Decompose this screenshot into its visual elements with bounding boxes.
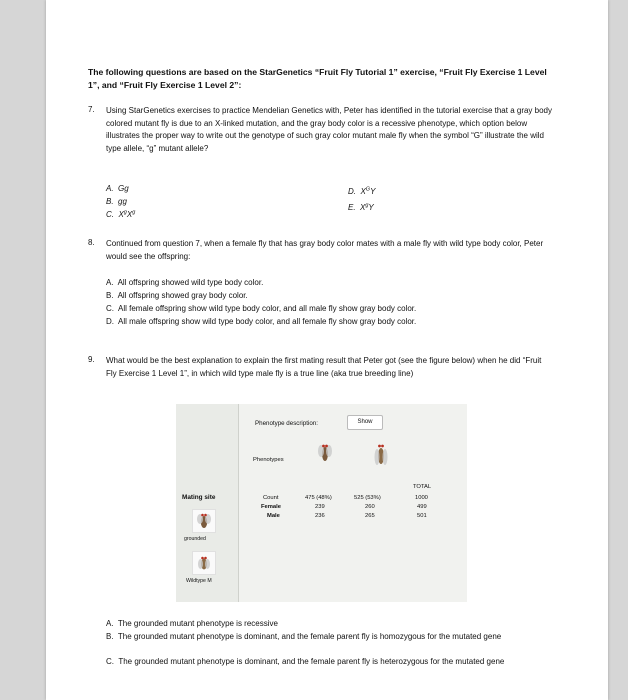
q9-option-b: B. The grounded mutant phenotype is dominant, and the female parent fly is homozygous for the mutated gene (106, 632, 502, 641)
cell-grounded-count: 475 (48%) (305, 495, 332, 501)
q9-text: What would be the best explanation to explain the first mating result that Peter got (see the figure below) when he did “Fruit Fly Exercise 1 Level 1”, in which wild type male fly is a true line (aka true breeding line) (106, 356, 542, 378)
total-header: TOTAL (413, 484, 432, 490)
wildtype-label: Wildtype M (186, 578, 212, 584)
grounded-label: grounded (184, 536, 206, 542)
q7-option-d: D. $X^GY$ (348, 186, 376, 196)
phenotypes-label: Phenotypes (253, 457, 284, 463)
cell-total-female: 499 (417, 504, 427, 510)
row-label-male: Male (267, 513, 280, 519)
cell-wildtype-male: 265 (365, 513, 375, 519)
intro-heading: The following questions are based on the StarGenetics “Fruit Fly Tutorial 1” exercise, “Fruit Fly Exercise 1 Level 1”, and “Fruit Fly Exercise 1 Level 2”: (88, 67, 547, 90)
q8-option-b: B. All offspring showed gray body color. (106, 291, 248, 300)
cell-grounded-male: 236 (315, 513, 325, 519)
phenotype-description-label: Phenotype description: (255, 420, 318, 427)
q8-option-c: C. All female offspring show wild type body color, and all male fly show gray body color. (106, 304, 417, 313)
grounded-phenotype-fly-icon (315, 440, 335, 466)
q7-text: Using StarGenetics exercises to practice Mendelian Genetics with, Peter has identified in the tutorial exercise that a gray body colored mutant fly is due to an X-linked mutation, and the gray body color is a recessive phenotype, which option below illustrates the proper way to write out the genotype of such gray color mutant male fly when the symbol “G” illustrate the wild type allele, “g” mutant allele? (106, 106, 553, 153)
q9-option-c: C. The grounded mutant phenotype is dominant, and the female parent fly is heterozygous for the mutated gene (106, 657, 505, 666)
row-label-count: Count (263, 495, 279, 501)
document-page (46, 0, 608, 700)
fly-icon (193, 552, 215, 574)
wildtype-fly-thumbnail[interactable] (192, 551, 216, 575)
row-label-female: Female (261, 504, 281, 510)
q7-option-e: E. $X^gY$ (348, 202, 374, 212)
q8-text: Continued from question 7, when a female fly that has gray body color mates with a male fly with wild type body color, Peter would see the offspring: (106, 239, 544, 261)
q7-number: 7. (88, 105, 95, 114)
phenotype-panel (238, 404, 467, 602)
q8-option-d: D. All male offspring show wild type body color, and all female fly show gray body color. (106, 317, 417, 326)
q9-option-a: A. The grounded mutant phenotype is recessive (106, 619, 278, 628)
mating-site-label: Mating site (182, 494, 216, 501)
q7-option-a: A. Gg (106, 184, 129, 193)
q8-number: 8. (88, 238, 95, 247)
cell-total-count: 1000 (415, 495, 428, 501)
fly-icon (193, 510, 215, 532)
q8-option-a: A. All offspring showed wild type body color. (106, 278, 264, 287)
cell-grounded-female: 239 (315, 504, 325, 510)
show-button[interactable]: Show (347, 415, 383, 430)
cell-wildtype-female: 260 (365, 504, 375, 510)
grounded-fly-thumbnail[interactable] (192, 509, 216, 533)
q7-option-c: C. $X^gX^g$ (106, 209, 136, 219)
wildtype-phenotype-fly-icon (371, 440, 391, 470)
stargenetics-figure (176, 404, 466, 602)
q9-number: 9. (88, 355, 95, 364)
q7-option-b: B. gg (106, 197, 127, 206)
cell-total-male: 501 (417, 513, 427, 519)
cell-wildtype-count: 525 (53%) (354, 495, 381, 501)
